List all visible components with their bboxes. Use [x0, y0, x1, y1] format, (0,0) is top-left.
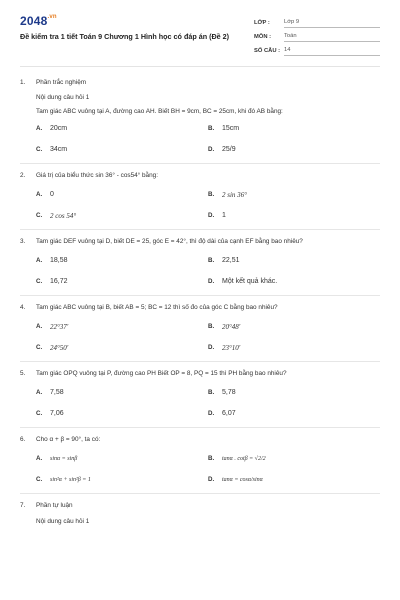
answer-option[interactable]: C. 7,06 [36, 410, 64, 417]
meta-label: LỚP : [254, 20, 270, 26]
answer-option[interactable]: C. 24°50' [36, 343, 69, 352]
question-stem: Tam giác ABC vuông tại A, đường cao AH. Biết BH = 9cm, BC = 25cm, khi đó AB bằng: [36, 108, 283, 115]
section-heading: Phần trắc nghiệm [36, 79, 87, 86]
meta-row-subject [254, 28, 380, 42]
header-divider [20, 66, 380, 67]
question-stem-line [20, 237, 380, 246]
question-subtitle: Nội dung câu hỏi 1 [36, 518, 90, 525]
answer-option[interactable]: C. 2 cos 54° [36, 211, 77, 220]
question-stem: Tam giác ABC vuông tại B, biết AB = 5; BC = 12 thì số đo của góc C bằng bao nhiêu? [36, 304, 278, 311]
answer-option[interactable]: B. 5,78 [208, 389, 236, 396]
question-number: 3. [20, 238, 26, 245]
answer-option[interactable]: D. 6,07 [208, 410, 236, 417]
meta-value: 14 [284, 47, 380, 56]
question-number: 5. [20, 370, 26, 377]
question-number: 4. [20, 304, 26, 311]
question-divider [20, 229, 380, 230]
answer-options [36, 118, 380, 160]
answer-option[interactable]: B. 2 sin 36° [208, 190, 247, 199]
site-logo[interactable] [20, 14, 57, 28]
question-list [20, 78, 380, 525]
answer-options [36, 184, 380, 226]
section-heading: Phần tự luận [36, 502, 73, 509]
question-stem-line [20, 369, 380, 378]
answer-option[interactable]: A. 18,58 [36, 257, 68, 264]
logo-brand: 2048 [20, 14, 48, 28]
meta-value: Toán [284, 33, 380, 42]
document-title: Đề kiểm tra 1 tiết Toán 9 Chương 1 Hình học có đáp án (Đề 2) [20, 32, 230, 41]
answer-options [36, 382, 380, 424]
question-divider [20, 361, 380, 362]
question-heading [20, 501, 380, 510]
question-divider [20, 427, 380, 428]
answer-option[interactable]: D. 23°10' [208, 343, 241, 352]
question-stem-line [20, 303, 380, 312]
meta-label: MÔN : [254, 34, 272, 40]
answer-option[interactable]: B. 22,51 [208, 257, 240, 264]
answer-option[interactable]: A. 7,58 [36, 389, 64, 396]
meta-label: SỐ CÂU : [254, 48, 281, 54]
answer-options [36, 448, 380, 490]
question-divider [20, 493, 380, 494]
answer-options [36, 316, 380, 358]
answer-option[interactable]: A. 22°37' [36, 322, 69, 331]
meta-value: Lớp 9 [284, 19, 380, 28]
logo-suffix: .vn [47, 14, 57, 20]
meta-row-count [254, 42, 380, 56]
question-stem-line [20, 435, 380, 444]
answer-option[interactable]: C. 34cm [36, 146, 68, 153]
answer-option[interactable]: B. 15cm [208, 125, 240, 132]
question-number: 7. [20, 502, 26, 509]
question-subtitle: Nội dung câu hỏi 1 [36, 94, 90, 101]
answer-option[interactable]: C. sin²α + sin²β = 1 [36, 476, 91, 483]
answer-option[interactable]: D. tanα = cosα/sinα [208, 476, 263, 483]
question-stem: Tam giác OPQ vuông tại P, đường cao PH Biết OP = 8, PQ = 15 thì PH bằng bao nhiêu? [36, 370, 287, 377]
question-number: 6. [20, 436, 26, 443]
exam-meta [254, 14, 380, 56]
question-stem-line [20, 171, 380, 180]
meta-row-class [254, 14, 380, 28]
question-number: 1. [20, 79, 26, 86]
answer-options [36, 250, 380, 292]
question-heading [20, 78, 380, 87]
answer-option[interactable]: A. sinα = sinβ [36, 455, 78, 462]
question-number: 2. [20, 172, 26, 179]
answer-option[interactable]: D. 1 [208, 212, 226, 219]
answer-option[interactable]: A. 20cm [36, 125, 68, 132]
question-divider [20, 163, 380, 164]
answer-option[interactable]: B. 20°48' [208, 322, 241, 331]
answer-option[interactable]: D. 25/9 [208, 146, 236, 153]
question-divider [20, 295, 380, 296]
answer-option[interactable]: B. tanα . cotβ = √2/2 [208, 455, 266, 462]
answer-option[interactable]: A. 0 [36, 191, 54, 198]
question-stem: Giá trị của biểu thức sin 36° - cos54° bằng: [36, 172, 158, 179]
question-stem: Cho α + β = 90°, ta có: [36, 436, 101, 443]
question-stem: Tam giác DEF vuông tại D, biết DE = 25, góc E = 42°, thì độ dài của cạnh EF bằng bao nhiêu? [36, 238, 303, 245]
answer-option[interactable]: C. 16,72 [36, 278, 68, 285]
answer-option[interactable]: D. Một kết quả khác. [208, 278, 278, 285]
